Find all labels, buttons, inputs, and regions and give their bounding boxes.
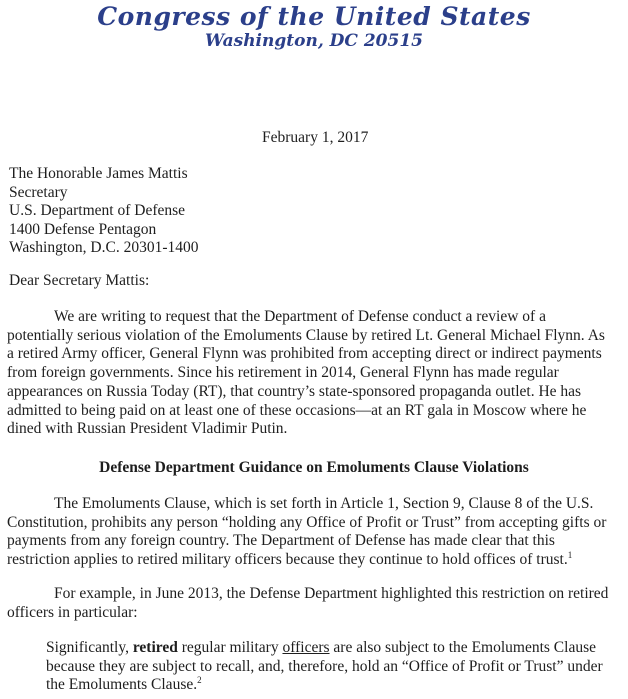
- block-quote: [46, 639, 624, 695]
- recipient-title: Secretary: [9, 183, 68, 201]
- paragraph-emoluments: [7, 495, 625, 570]
- paragraph-line: admitted to being paid on at least one of these occasions—at an RT gala in Moscow where he: [7, 401, 587, 419]
- quote-text: Significantly,: [46, 639, 133, 656]
- paragraph-line: potentially serious violation of the Emoluments Clause by retired Lt. General Michael Flynn. As: [7, 326, 605, 344]
- quote-bold-text: retired: [132, 639, 178, 656]
- paragraph-line: We are writing to request that the Department of Defense conduct a review of a: [54, 308, 546, 325]
- paragraph-line: The Emoluments Clause, which is set forth in Article 1, Section 9, Clause 8 of the U.S.: [54, 495, 594, 512]
- quote-text: regular military: [177, 639, 283, 656]
- quote-underlined-text: officers: [282, 639, 330, 656]
- section-heading: Defense Department Guidance on Emoluments Clause Violations: [99, 459, 529, 476]
- paragraph-intro: [7, 308, 625, 439]
- paragraph-line: appearances on Russia Today (RT), that country’s state-sponsored propaganda outlet. He has: [7, 382, 582, 400]
- paragraph-line: payments from any foreign country. The Department of Defense has made clear that this: [7, 532, 555, 550]
- salutation: Dear Secretary Mattis:: [9, 272, 150, 289]
- paragraph-line: a retired Army officer, General Flynn was prohibited from accepting direct or indirect payments: [7, 345, 602, 363]
- paragraph-line: dined with Russian President Vladimir Putin.: [7, 420, 288, 438]
- quote-line: the Emoluments Clause.: [46, 676, 198, 694]
- letterhead-title: Congress of the United States: [97, 2, 531, 31]
- footnote-marker-2[interactable]: 2: [197, 675, 202, 686]
- letterhead-subtitle: Washington, DC 20515: [205, 31, 423, 51]
- footnote-marker-1[interactable]: 1: [567, 549, 573, 560]
- paragraph-line: officers in particular:: [7, 603, 138, 621]
- paragraph-line: Constitution, prohibits any person “holding any Office of Profit or Trust” from accepting gifts or: [7, 513, 607, 531]
- quote-line: because they are subject to recall, and, therefore, hold an “Office of Profit or Trust” under: [46, 657, 603, 675]
- quote-text: are also subject to the Emoluments Clause: [329, 639, 596, 656]
- recipient-street: 1400 Defense Pentagon: [9, 220, 157, 238]
- recipient-department: U.S. Department of Defense: [9, 202, 186, 219]
- recipient-name: The Honorable James Mattis: [9, 165, 188, 182]
- paragraph-line: restriction applies to retired military officers because they continue to hold offices of trust.: [7, 551, 568, 569]
- paragraph-line: from foreign governments. Since his retirement in 2014, General Flynn has made regular: [7, 364, 559, 382]
- letter-date: February 1, 2017: [262, 129, 369, 146]
- paragraph-line: For example, in June 2013, the Defense Department highlighted this restriction on retired: [54, 585, 609, 602]
- paragraph-example: [7, 585, 625, 622]
- recipient-city: Washington, D.C. 20301-1400: [9, 239, 199, 256]
- recipient-address: [9, 165, 198, 258]
